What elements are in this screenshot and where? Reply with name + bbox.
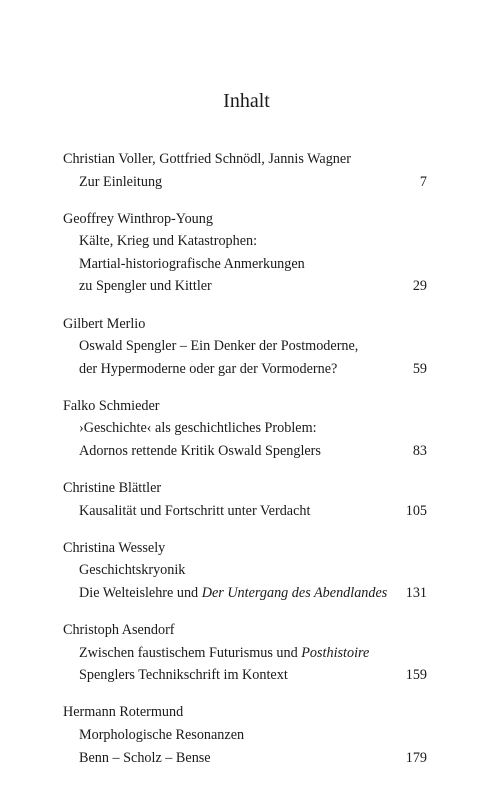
entry-author: Hermann Rotermund (63, 704, 184, 721)
entry-author: Christine Blättler (63, 480, 162, 497)
entry-title-line (63, 747, 427, 770)
entry-page-number: 29 (412, 278, 427, 295)
entry-title-text: Kausalität und Fortschritt unter Verdacht (79, 502, 311, 519)
entry-page-number: 83 (412, 443, 427, 460)
entry-title-text: Zur Einleitung (79, 173, 163, 190)
entry-title-italic: Posthistoire (301, 644, 370, 661)
toc-entry (63, 477, 427, 522)
toc-entry (63, 537, 427, 605)
entry-page-number: 59 (412, 360, 427, 377)
entry-title-line: Morphologische Resonanzen (79, 726, 245, 743)
entry-title-line (63, 440, 427, 463)
entry-title-text: Zwischen faustischem Futurismus und (79, 644, 302, 661)
entry-title-text: Adornos rettende Kritik Oswald Spenglers (79, 443, 321, 460)
entry-title-line (63, 664, 427, 687)
toc-entry (63, 395, 427, 463)
toc-entry (63, 148, 427, 193)
entry-page-number: 105 (405, 502, 427, 519)
entry-title-line: Martial-historiografische Anmerkungen (79, 255, 305, 272)
entry-title-text: Spenglers Technikschrift im Kontext (79, 667, 288, 684)
entry-author: Christoph Asendorf (63, 622, 175, 639)
table-of-contents (63, 148, 427, 784)
entry-title-text: zu Spengler und Kittler (79, 278, 212, 295)
entry-title-line (63, 171, 427, 194)
entry-title-text: der Hypermoderne oder gar der Vormoderne? (79, 360, 338, 377)
entry-title-line (63, 642, 427, 665)
page-title: Inhalt (223, 90, 270, 112)
toc-entry (63, 619, 427, 687)
entry-page-number: 179 (405, 749, 427, 766)
entry-title-line (63, 358, 427, 381)
entry-title-italic: Der Untergang des Abendlandes (201, 585, 388, 601)
entry-page-number: 7 (419, 173, 427, 190)
entry-title-line: ›Geschichte‹ als geschichtliches Problem: (79, 420, 317, 437)
entry-title-line (63, 275, 427, 298)
entry-author: Geoffrey Winthrop-Young (63, 210, 213, 227)
entry-title-line: Kälte, Krieg und Katastrophen: (79, 233, 258, 250)
entry-title-line: Oswald Spengler – Ein Denker der Postmoderne, (79, 338, 359, 355)
entry-author: Falko Schmieder (63, 397, 160, 414)
entry-title-line: Geschichtskryonik (79, 562, 186, 579)
entry-author: Christina Wessely (63, 539, 166, 556)
entry-title-line (63, 500, 427, 523)
entry-page-number: 131 (405, 585, 427, 601)
toc-entry (63, 701, 427, 769)
entry-page-number: 159 (405, 667, 427, 684)
entry-title-text: Die Welteislehre und (79, 585, 202, 601)
entry-author: Christian Voller, Gottfried Schnödl, Jannis Wagner (63, 151, 351, 167)
entry-title-line (63, 582, 427, 605)
entry-author: Gilbert Merlio (63, 315, 146, 332)
toc-entry (63, 208, 427, 298)
entry-title-text: Benn – Scholz – Bense (79, 749, 211, 766)
toc-entry (63, 313, 427, 381)
